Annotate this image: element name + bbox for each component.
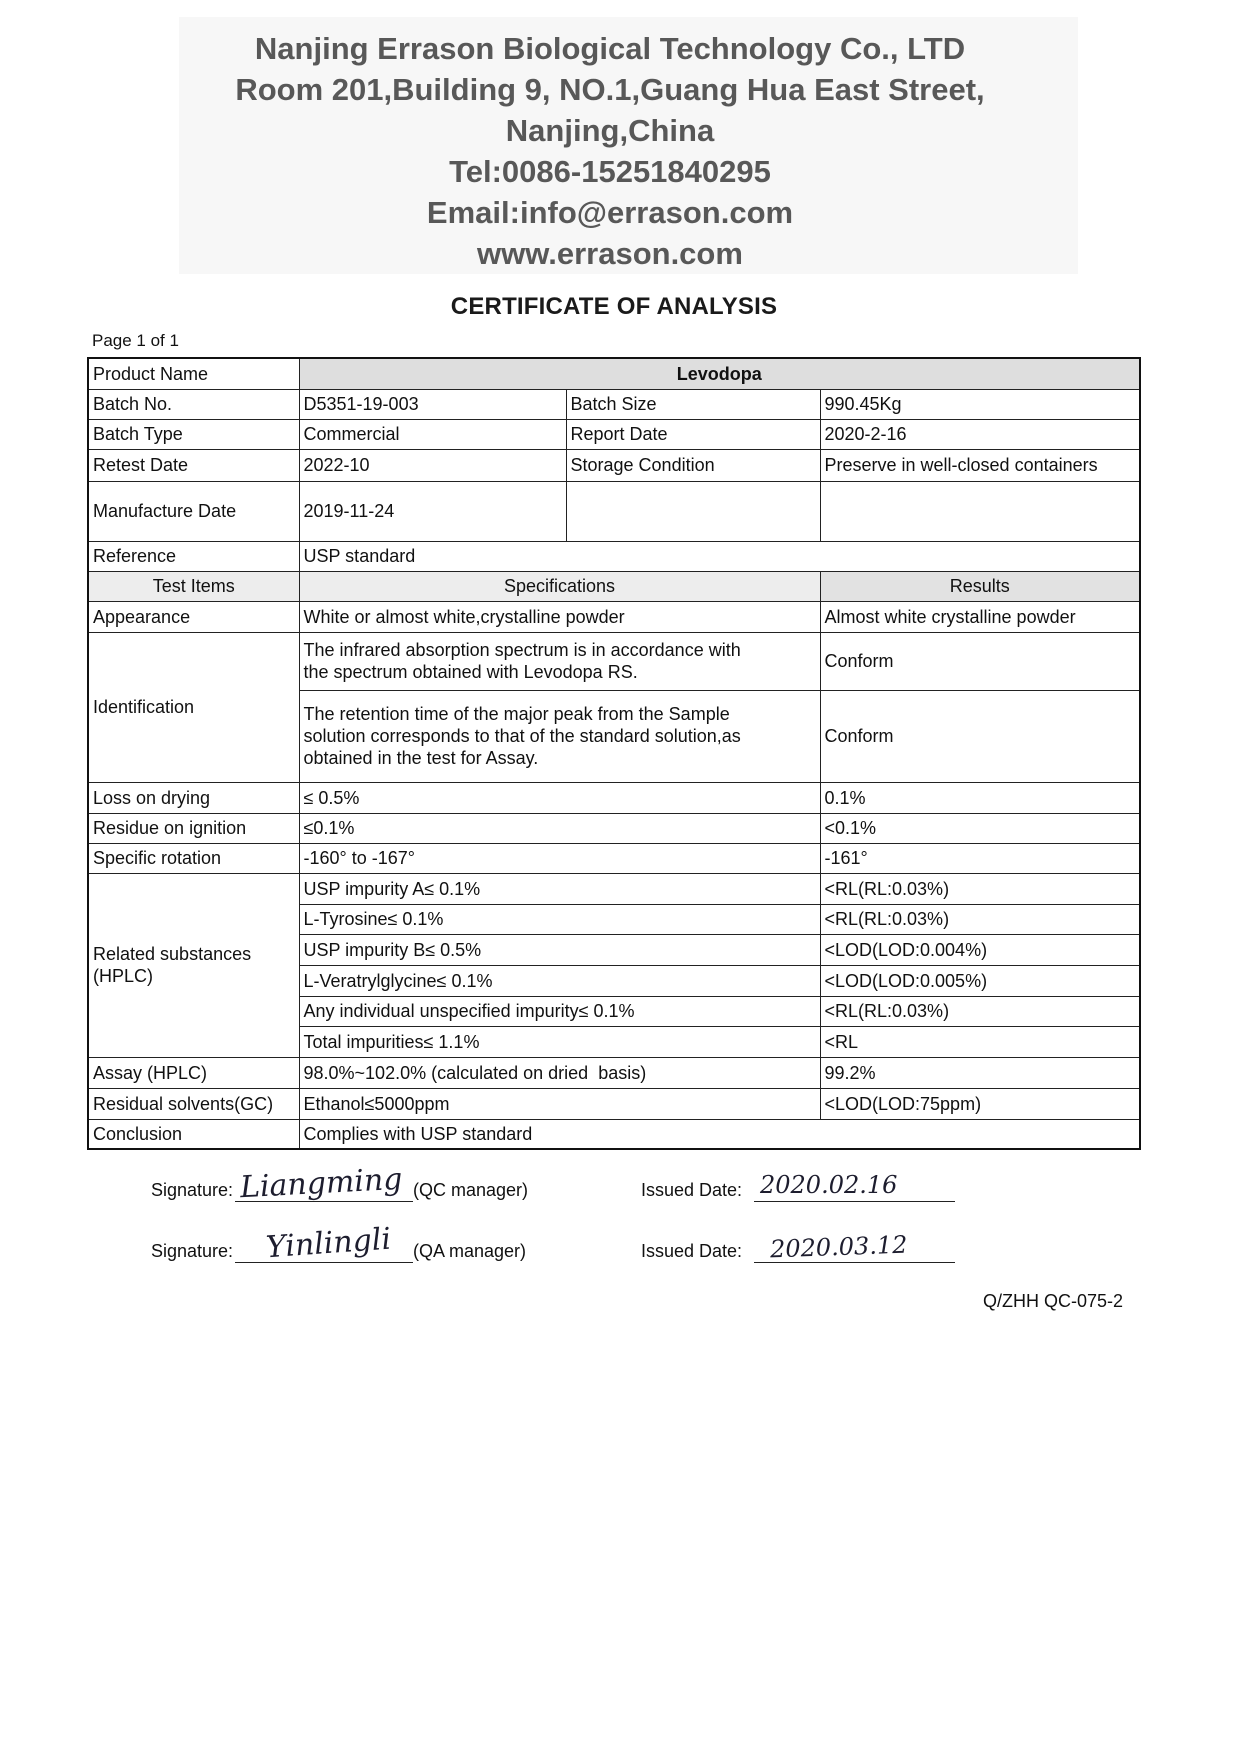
company-name: Nanjing Errason Biological Technology Co., LTD [254, 31, 966, 66]
result: Conform [820, 690, 1140, 782]
table-row [88, 449, 1140, 481]
result: 0.1% [820, 782, 1140, 813]
result: <LOD(LOD:0.004%) [820, 934, 1140, 965]
storage-condition-label: Storage Condition [566, 449, 820, 481]
test-item: Loss on drying [88, 782, 299, 813]
product-name-label: Product Name [88, 358, 299, 389]
batch-no-label: Batch No. [88, 389, 299, 419]
result: <RL [820, 1026, 1140, 1057]
batch-type: Commercial [299, 419, 566, 449]
email: Email:info@errason.com [426, 195, 794, 230]
table-row [88, 632, 1140, 690]
result: -161° [820, 843, 1140, 873]
manufacture-date: 2019-11-24 [299, 481, 566, 541]
specification: USP impurity A≤ 0.1% [299, 873, 820, 904]
qa-issued-date: 2020.03.12 [769, 1230, 908, 1264]
table-row [88, 481, 1140, 541]
test-items-header: Test Items [88, 571, 299, 601]
retest-date-label: Retest Date [88, 449, 299, 481]
storage-condition: Preserve in well-closed containers [820, 449, 1140, 481]
batch-size-label: Batch Size [566, 389, 820, 419]
test-item: Assay (HPLC) [88, 1057, 299, 1088]
result: Conform [820, 632, 1140, 690]
specification: Total impurities≤ 1.1% [299, 1026, 820, 1057]
product-name: Levodopa [299, 358, 1140, 389]
address-line-2: Nanjing,China [505, 113, 715, 148]
specification: The infrared absorption spectrum is in accordance with the spectrum obtained with Levodopa RS. [299, 632, 820, 690]
table-row [88, 843, 1140, 873]
table-row [88, 358, 1140, 389]
table-row [88, 813, 1140, 843]
issued-date-label: Issued Date: [641, 1180, 743, 1200]
test-item: Residual solvents(GC) [88, 1088, 299, 1119]
document-title: CERTIFICATE OF ANALYSIS [450, 293, 778, 320]
manufacture-date-label: Manufacture Date [88, 481, 299, 541]
result: 99.2% [820, 1057, 1140, 1088]
signature-role: (QA manager) [413, 1241, 527, 1261]
specification: ≤ 0.5% [299, 782, 820, 813]
empty-cell [566, 481, 820, 541]
result: <RL(RL:0.03%) [820, 873, 1140, 904]
table-header-row [88, 571, 1140, 601]
table-row [88, 1057, 1140, 1088]
analysis-table [87, 357, 1141, 1150]
conclusion-label: Conclusion [88, 1119, 299, 1149]
qa-signature: Yinlingli [264, 1221, 393, 1266]
table-row [88, 419, 1140, 449]
table-row [88, 1119, 1140, 1149]
specification: 98.0%~102.0% (calculated on dried basis) [299, 1057, 820, 1088]
retest-date: 2022-10 [299, 449, 566, 481]
test-item: Related substances (HPLC) [88, 873, 299, 1057]
specification: Any individual unspecified impurity≤ 0.1% [299, 996, 820, 1026]
result: <RL(RL:0.03%) [820, 996, 1140, 1026]
address-line-1: Room 201,Building 9, NO.1,Guang Hua East Street, [235, 72, 985, 107]
telephone: Tel:0086-15251840295 [449, 154, 771, 189]
result: <0.1% [820, 813, 1140, 843]
test-item: Specific rotation [88, 843, 299, 873]
issued-date-label: Issued Date: [641, 1241, 743, 1261]
specification: L-Veratrylglycine≤ 0.1% [299, 965, 820, 996]
result: Almost white crystalline powder [820, 601, 1140, 632]
results-header: Results [820, 571, 1140, 601]
result: <RL(RL:0.03%) [820, 904, 1140, 934]
empty-cell [820, 481, 1140, 541]
batch-no: D5351-19-003 [299, 389, 566, 419]
report-date: 2020-2-16 [820, 419, 1140, 449]
table-row [88, 873, 1140, 904]
form-code: Q/ZHH QC-075-2 [983, 1291, 1124, 1311]
website: www.errason.com [477, 236, 743, 271]
specification: -160° to -167° [299, 843, 820, 873]
batch-size: 990.45Kg [820, 389, 1140, 419]
result: <LOD(LOD:75ppm) [820, 1088, 1140, 1119]
table-row [88, 389, 1140, 419]
signature-label: Signature: [151, 1180, 234, 1200]
qc-signature: Liangming [239, 1161, 404, 1206]
table-row [88, 782, 1140, 813]
specification: The retention time of the major peak from the Sample solution corresponds to that of the standard solution,as obtained in the test for Assay. [299, 690, 820, 782]
signature-role: (QC manager) [413, 1180, 529, 1200]
letterhead [0, 28, 1220, 274]
result: <LOD(LOD:0.005%) [820, 965, 1140, 996]
test-item: Identification [88, 632, 299, 782]
table-row [88, 1088, 1140, 1119]
specification: USP impurity B≤ 0.5% [299, 934, 820, 965]
test-item: Residue on ignition [88, 813, 299, 843]
batch-type-label: Batch Type [88, 419, 299, 449]
qc-issued-date: 2020.02.16 [760, 1171, 898, 1199]
table-row [88, 601, 1140, 632]
specification: White or almost white,crystalline powder [299, 601, 820, 632]
reference-label: Reference [88, 541, 299, 571]
table-row [88, 541, 1140, 571]
specification: L-Tyrosine≤ 0.1% [299, 904, 820, 934]
conclusion: Complies with USP standard [299, 1119, 1140, 1149]
page-number: Page 1 of 1 [92, 331, 179, 350]
signature-label: Signature: [151, 1241, 234, 1261]
reference: USP standard [299, 541, 1140, 571]
specifications-header: Specifications [299, 571, 820, 601]
test-item: Appearance [88, 601, 299, 632]
specification: ≤0.1% [299, 813, 820, 843]
specification: Ethanol≤5000ppm [299, 1088, 820, 1119]
report-date-label: Report Date [566, 419, 820, 449]
